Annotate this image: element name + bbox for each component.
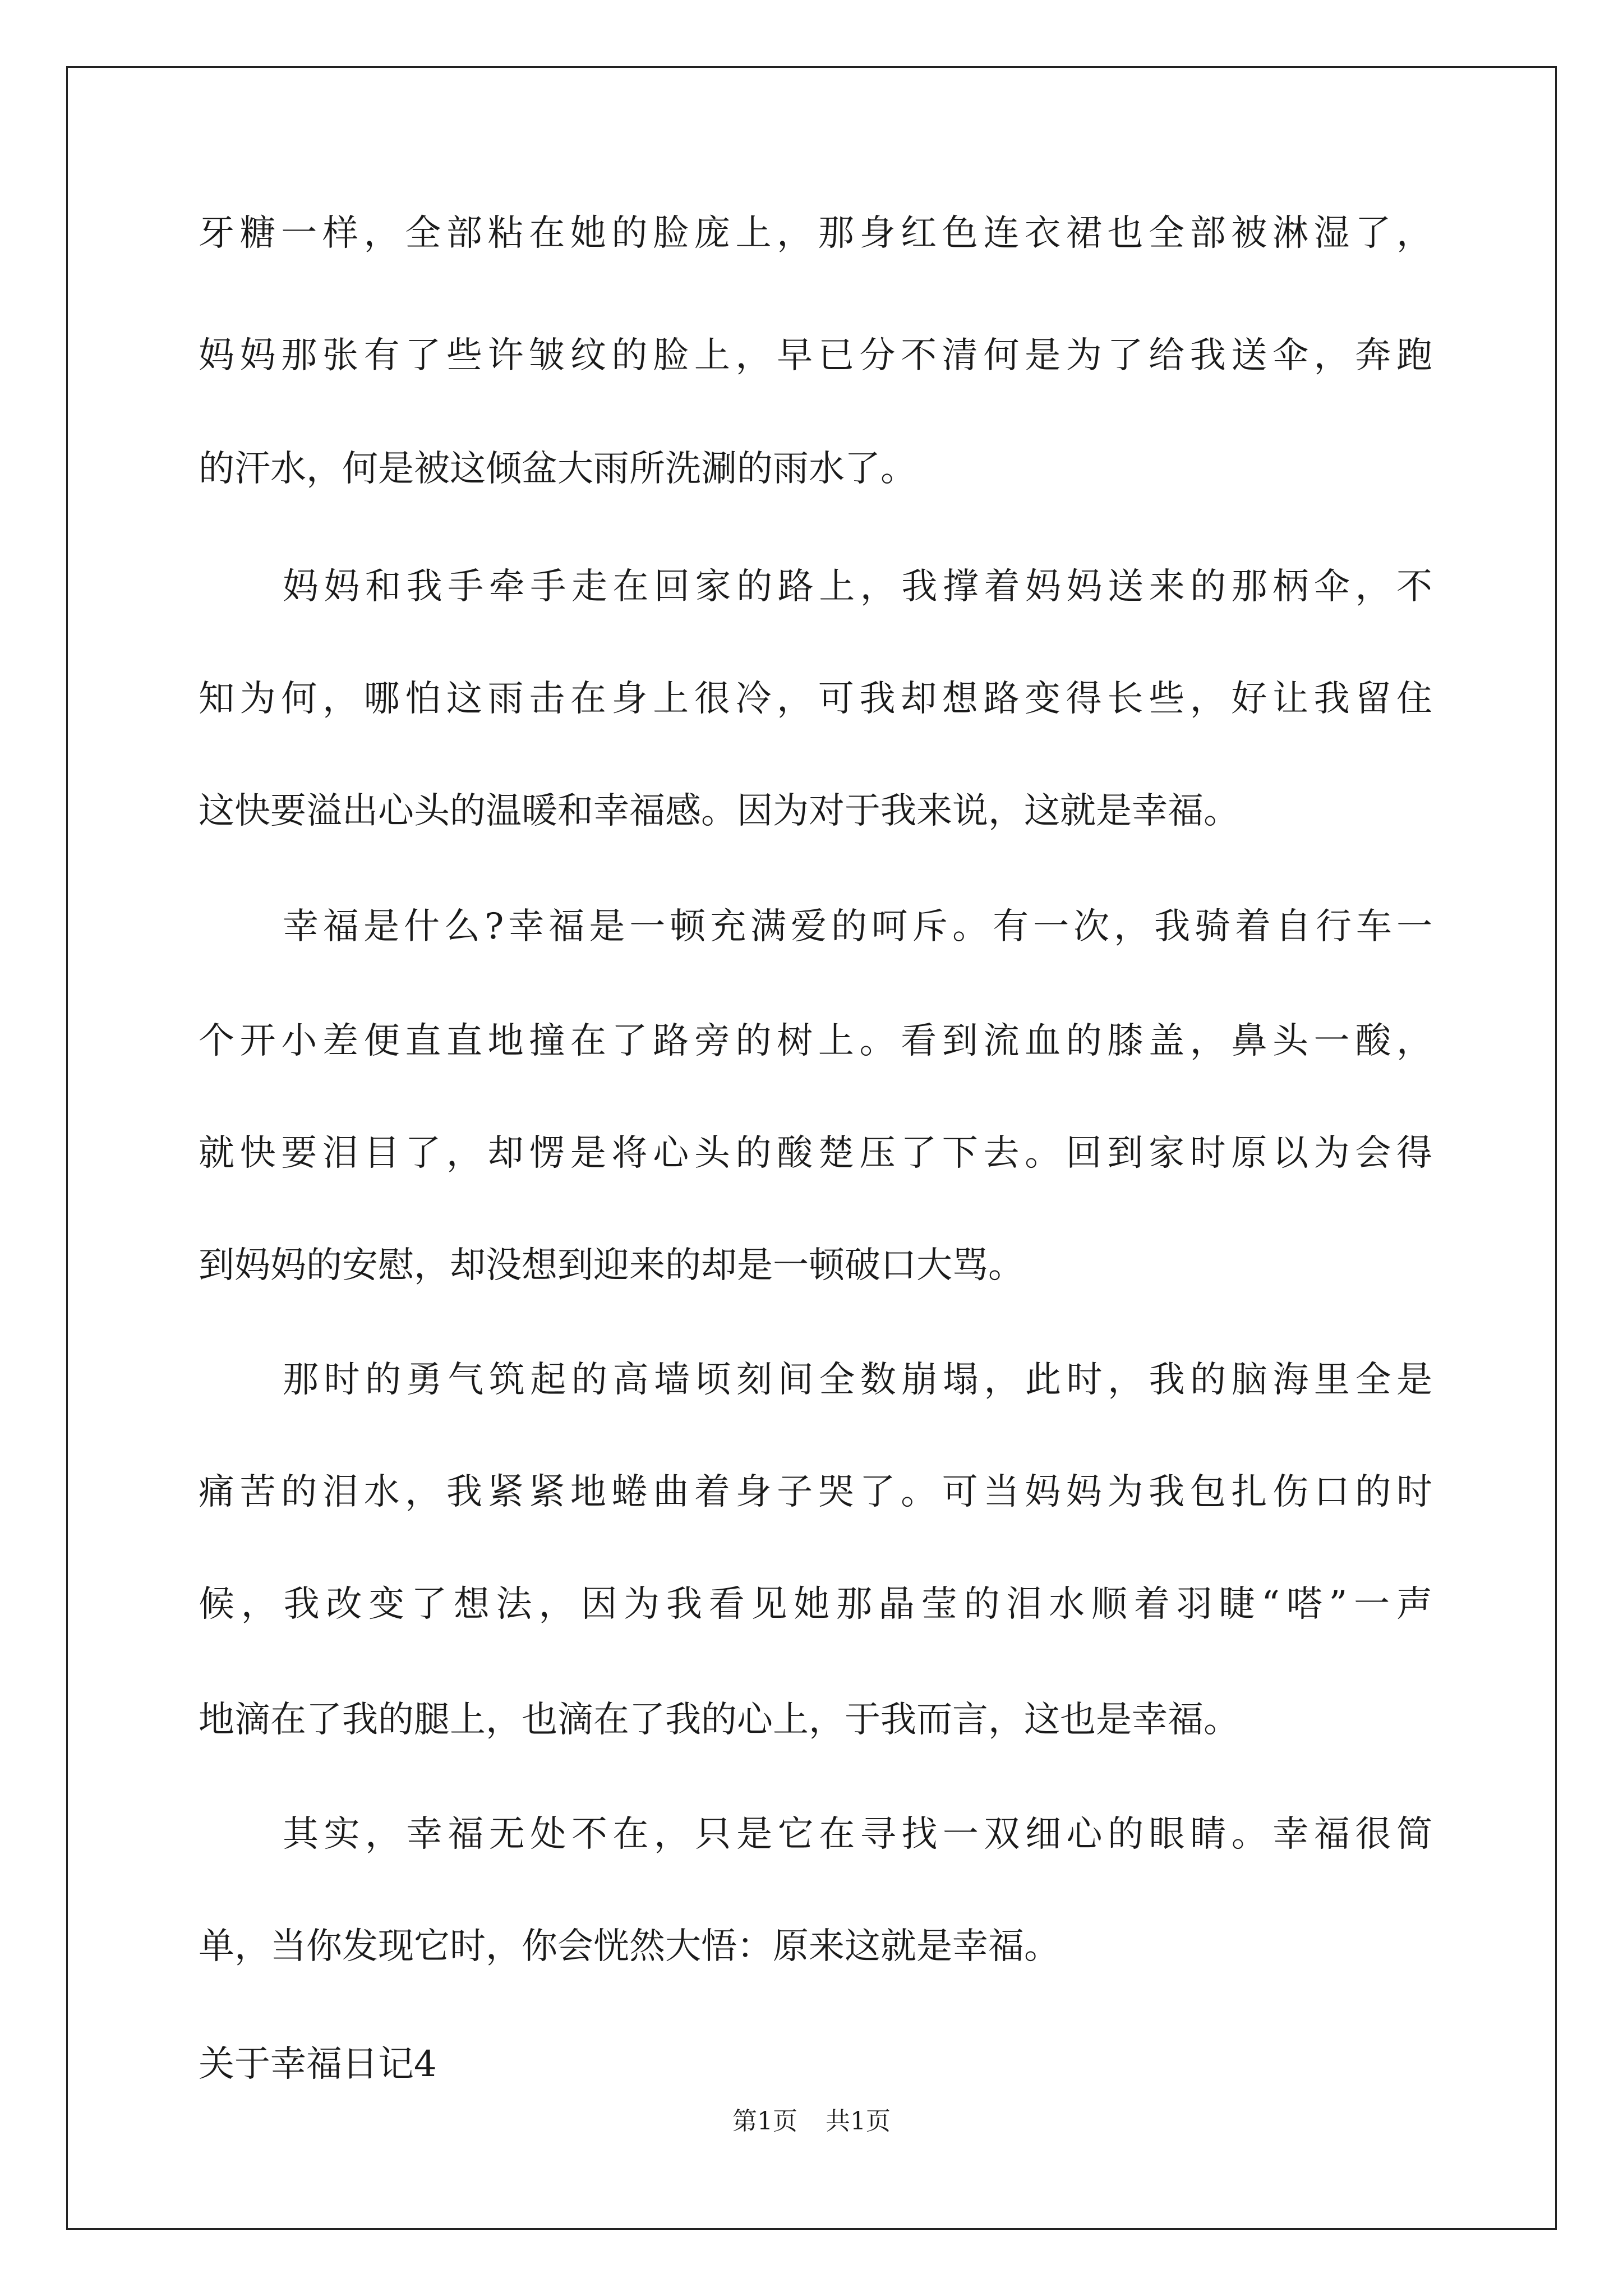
body-line-11: 那时的勇气筑起的高墙顷刻间全数崩塌，此时，我的脑海里全是 [283,1359,1432,1401]
body-line-4: 妈妈和我手牵手走在回家的路上，我撑着妈妈送来的那柄伞，不 [283,566,1432,608]
body-line-8: 个开小差便直直地撞在了路旁的树上。看到流血的膝盖，鼻头一酸， [199,1020,1432,1062]
body-line-3: 的汗水，何是被这倾盆大雨所洗涮的雨水了。 [199,448,916,490]
section-heading: 关于幸福日记4 [199,2044,437,2085]
body-line-10: 到妈妈的安慰，却没想到迎来的却是一顿破口大骂。 [199,1245,1024,1286]
body-line-6: 这快要溢出心头的温暖和幸福感。因为对于我来说，这就是幸福。 [199,790,1239,832]
page-footer [0,2105,1623,2138]
body-line-13: 候，我改变了想法，因为我看见她那晶莹的泪水顺着羽睫“嗒”一声 [199,1584,1432,1625]
body-line-14: 地滴在了我的腿上，也滴在了我的心上，于我而言，这也是幸福。 [199,1699,1239,1741]
body-line-1: 牙糖一样，全部粘在她的脸庞上，那身红色连衣裙也全部被淋湿了， [199,213,1432,254]
page-number: 第1页 [732,2107,797,2136]
body-line-2: 妈妈那张有了些许皱纹的脸上，早已分不清何是为了给我送伞，奔跑 [199,335,1432,376]
body-line-5: 知为何，哪怕这雨击在身上很冷，可我却想路变得长些，好让我留住 [199,678,1432,720]
body-line-9: 就快要泪目了，却愣是将心头的酸楚压了下去。回到家时原以为会得 [199,1133,1432,1174]
body-line-16: 单，当你发现它时，你会恍然大悟：原来这就是幸福。 [199,1926,1060,1967]
body-line-7: 幸福是什么?幸福是一顿充满爱的呵斥。有一次，我骑着自行车一 [283,906,1432,947]
page-total: 共1页 [826,2107,891,2136]
body-line-15: 其实，幸福无处不在，只是它在寻找一双细心的眼睛。幸福很简 [283,1814,1432,1855]
body-line-12: 痛苦的泪水，我紧紧地蜷曲着身子哭了。可当妈妈为我包扎伤口的时 [199,1471,1432,1513]
